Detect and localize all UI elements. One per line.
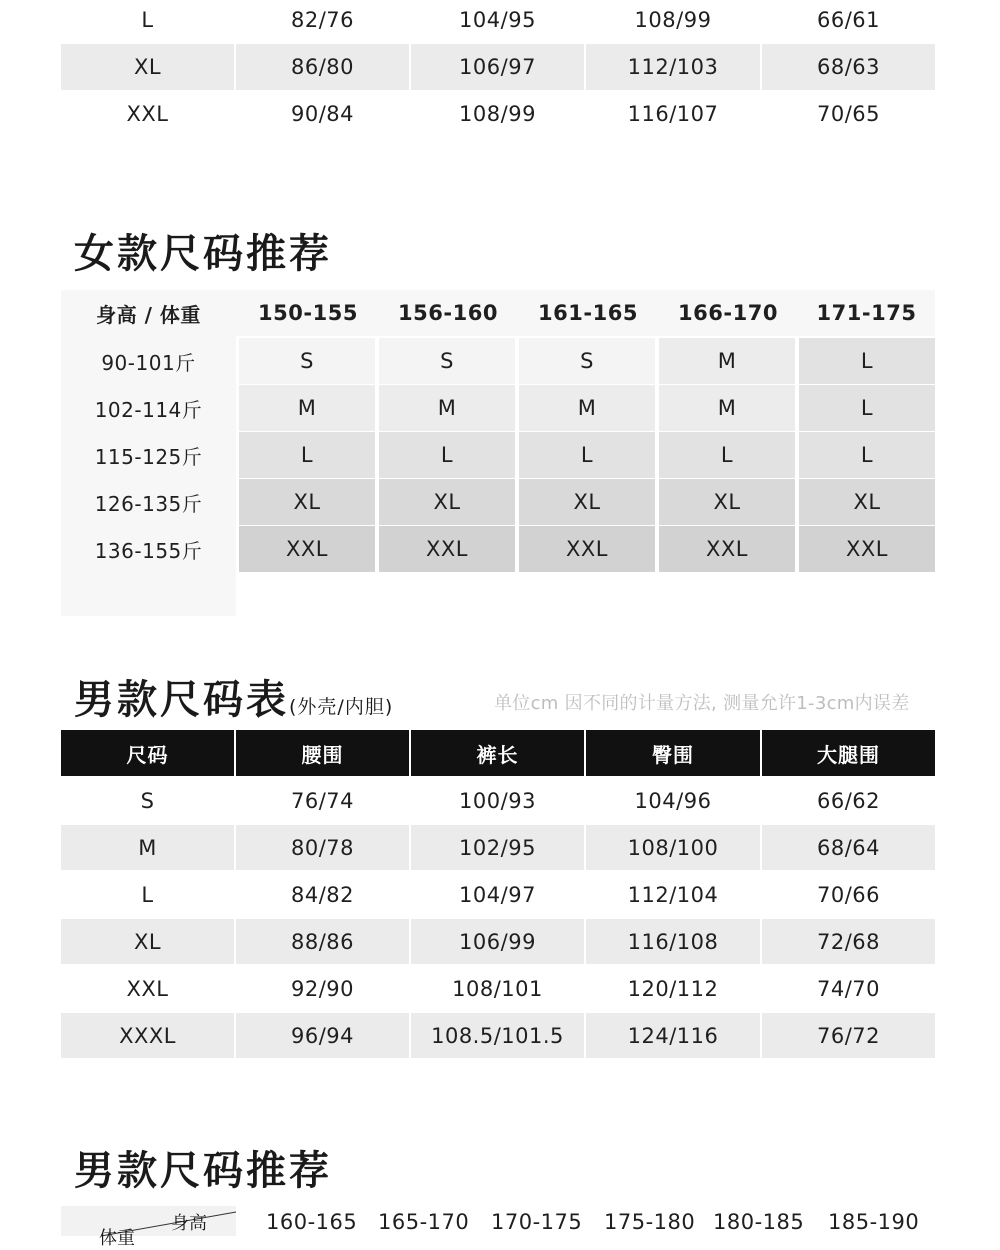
- height-range-header: 175-180: [604, 1210, 696, 1234]
- measurement-cell: 116/108: [586, 919, 760, 964]
- recommended-size-cell: XXL: [519, 526, 655, 572]
- height-range-header: 170-175: [491, 1210, 583, 1234]
- column-header: 尺码: [61, 730, 234, 776]
- height-range-header: 150-155: [258, 301, 358, 325]
- measurement-cell: 100/93: [459, 788, 536, 813]
- height-range-header: 171-175: [816, 301, 917, 325]
- column-header: 腰围: [236, 730, 409, 776]
- recommended-size-cell: M: [659, 385, 795, 431]
- recommended-size-cell: S: [379, 338, 515, 384]
- height-range-header: 156-160: [398, 301, 498, 325]
- size-cell: M: [61, 825, 234, 870]
- recommended-size-cell: S: [239, 338, 375, 384]
- measurement-cell: 104/97: [459, 882, 536, 907]
- measurement-cell: 72/68: [762, 919, 935, 964]
- weight-range-label: 115-125斤: [94, 444, 203, 469]
- size-cell: XL: [61, 919, 234, 964]
- men-size-title: [74, 668, 393, 725]
- size-cell: L: [141, 8, 154, 32]
- height-range-header: 165-170: [378, 1210, 470, 1234]
- column-header: 裤长: [411, 730, 584, 776]
- recommended-size-cell: L: [659, 432, 795, 478]
- measurement-cell: 96/94: [236, 1013, 409, 1058]
- recommended-size-cell: XXL: [379, 526, 515, 572]
- recommended-size-cell: L: [799, 338, 935, 384]
- weight-range-label: 90-101斤: [101, 350, 196, 375]
- size-cell: XXL: [126, 976, 169, 1001]
- table-cell: 82/76: [290, 8, 355, 32]
- recommended-size-cell: XL: [659, 479, 795, 525]
- table-cell: 104/95: [459, 8, 536, 32]
- recommended-size-cell: L: [799, 432, 935, 478]
- recommended-size-cell: XL: [799, 479, 935, 525]
- measurement-cell: 92/90: [290, 976, 355, 1001]
- height-range-header: 161-165: [538, 301, 638, 325]
- table-cell: 68/63: [762, 44, 935, 90]
- recommended-size-cell: M: [239, 385, 375, 431]
- recommended-size-cell: XL: [239, 479, 375, 525]
- size-cell: L: [141, 882, 154, 907]
- height-range-header: 185-190: [828, 1210, 920, 1234]
- recommended-size-cell: S: [519, 338, 655, 384]
- measurement-cell: 68/64: [762, 825, 935, 870]
- measurement-cell: 108/101: [452, 976, 543, 1001]
- recommended-size-cell: XL: [379, 479, 515, 525]
- height-range-header: 160-165: [266, 1210, 358, 1234]
- measurement-cell: 66/62: [816, 788, 881, 813]
- table-cell: 70/65: [816, 102, 881, 126]
- table-cell: 108/99: [459, 102, 536, 126]
- measurement-cell: 84/82: [290, 882, 355, 907]
- table-cell: 108/99: [634, 8, 712, 32]
- weight-range-label: 136-155斤: [94, 538, 203, 563]
- measurement-cell: 102/95: [411, 825, 584, 870]
- recommended-size-cell: XXL: [799, 526, 935, 572]
- men-rec-title: 男款尺码推荐: [74, 1148, 332, 1194]
- men-size-title-text: 男款尺码表: [74, 677, 289, 723]
- measurement-cell: 112/104: [627, 882, 719, 907]
- measurement-cell: 108/100: [586, 825, 760, 870]
- recommended-size-cell: M: [659, 338, 795, 384]
- measurement-cell: 120/112: [627, 976, 719, 1001]
- recommended-size-cell: L: [799, 385, 935, 431]
- measurement-cell: 76/74: [290, 788, 355, 813]
- measurement-cell: 70/66: [816, 882, 881, 907]
- measurement-cell: 106/99: [411, 919, 584, 964]
- measurement-cell: 124/116: [586, 1013, 760, 1058]
- table-cell: 90/84: [290, 102, 355, 126]
- recommended-size-cell: L: [379, 432, 515, 478]
- measurement-cell: 108.5/101.5: [411, 1013, 584, 1058]
- table-cell: XXL: [126, 102, 169, 126]
- diagonal-divider: [61, 1206, 236, 1236]
- table-cell: 66/61: [816, 8, 881, 32]
- men-rec-corner-weight: 体重: [99, 1228, 135, 1249]
- table-cell: 106/97: [411, 44, 584, 90]
- measurement-cell: 74/70: [816, 976, 881, 1001]
- measurement-cell: 80/78: [236, 825, 409, 870]
- table-cell: 112/103: [586, 44, 760, 90]
- recommended-size-cell: XL: [519, 479, 655, 525]
- measurement-cell: 88/86: [236, 919, 409, 964]
- recommended-size-cell: L: [239, 432, 375, 478]
- men-rec-corner-height: 身高: [171, 1213, 207, 1234]
- table-cell: 116/107: [627, 102, 719, 126]
- column-header: 臀围: [586, 730, 760, 776]
- recommended-size-cell: XXL: [239, 526, 375, 572]
- men-size-subtitle: (外壳/内胆): [289, 696, 394, 718]
- recommended-size-cell: L: [519, 432, 655, 478]
- recommended-size-cell: XXL: [659, 526, 795, 572]
- height-range-header: 166-170: [678, 301, 778, 325]
- recommended-size-cell: M: [519, 385, 655, 431]
- women-rec-title: 女款尺码推荐: [74, 231, 332, 277]
- table-cell: 86/80: [236, 44, 409, 90]
- weight-range-label: 126-135斤: [94, 491, 203, 516]
- measurement-note: 单位cm 因不同的计量方法, 测量允许1-3cm内误差: [494, 693, 910, 714]
- men-rec-corner-cell: [61, 1206, 236, 1249]
- table-cell: XL: [61, 44, 234, 90]
- measurement-cell: 76/72: [762, 1013, 935, 1058]
- size-cell: S: [140, 788, 155, 813]
- weight-range-label: 102-114斤: [94, 397, 203, 422]
- size-cell: XXXL: [61, 1013, 234, 1058]
- height-range-header: 180-185: [713, 1210, 805, 1234]
- measurement-cell: 104/96: [634, 788, 712, 813]
- corner-label: 身高 / 体重: [96, 302, 201, 327]
- column-header: 大腿围: [762, 730, 935, 776]
- recommended-size-cell: M: [379, 385, 515, 431]
